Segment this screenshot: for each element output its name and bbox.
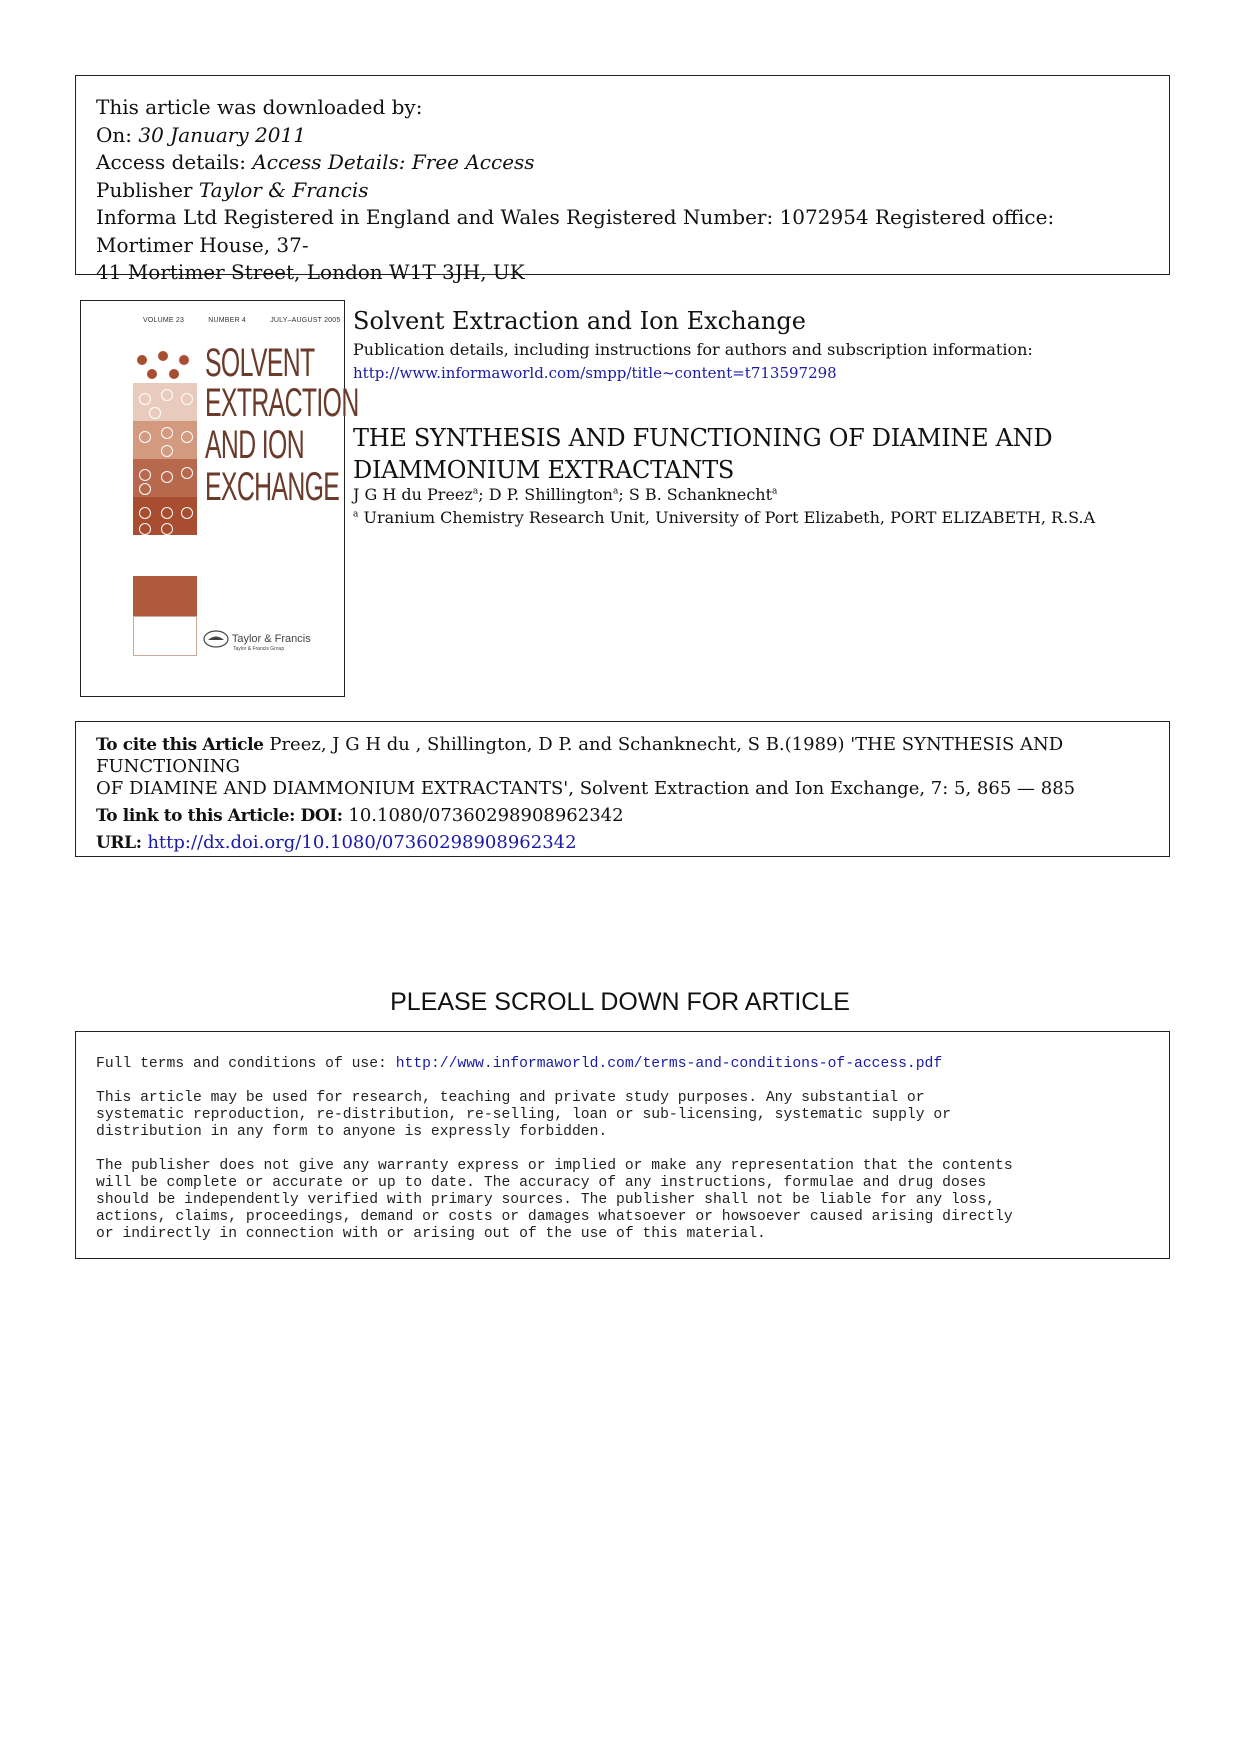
- cover-dot: [169, 369, 179, 379]
- terms-line: [96, 1056, 1149, 1073]
- terms-paragraph-2: [96, 1158, 1149, 1243]
- url-line: [96, 832, 1149, 854]
- journal-cover: [80, 300, 359, 697]
- download-date-line: [96, 122, 1149, 150]
- cover-word: EXCHANGE: [205, 465, 340, 509]
- cover-dot: [181, 507, 193, 519]
- cover-dot: [161, 507, 173, 519]
- terms-p2-line: should be independently verified with primary sources. The publisher shall not be liable for any loss,: [96, 1192, 996, 1208]
- cover-white-block: [133, 616, 197, 656]
- cover-dot: [149, 407, 161, 419]
- cover-issue: JULY–AUGUST 2005: [270, 317, 341, 324]
- registration-line-2: 41 Mortimer Street, London W1T 3JH, UK: [96, 260, 525, 284]
- terms-label: Full terms and conditions of use:: [96, 1056, 396, 1072]
- cite-text-1: Preez, J G H du , Shillington, D P. and Schanknecht, S B.(1989) 'THE SYNTHESIS AND FUNCTIONING: [96, 734, 1064, 777]
- logo-subtext: Taylor & Francis Group: [233, 646, 285, 652]
- cover-word: AND ION: [205, 423, 305, 467]
- downloaded-by-line: This article was downloaded by:: [96, 95, 423, 119]
- cover-dot: [181, 467, 193, 479]
- author-separator: ;: [618, 485, 629, 504]
- authors: [353, 485, 777, 504]
- cover-dot: [161, 471, 173, 483]
- journal-title: Solvent Extraction and Ion Exchange: [353, 307, 806, 335]
- cover-dot: [139, 507, 151, 519]
- cover-dot: [179, 355, 189, 365]
- terms-link[interactable]: http://www.informaworld.com/terms-and-conditions-of-access.pdf: [395, 1056, 943, 1072]
- cover-issue-info: [143, 317, 340, 324]
- cover-dot: [161, 389, 173, 401]
- registration-line-1: Informa Ltd Registered in England and Wales Registered Number: 1072954 Registered office: Mortimer House, 37-: [96, 205, 1055, 257]
- access-details-line: [96, 149, 1149, 177]
- author-separator: ;: [478, 485, 489, 504]
- publisher-line: [96, 177, 1149, 205]
- terms-p2-line: or indirectly in connection with or arising out of the use of this material.: [96, 1226, 766, 1242]
- terms-paragraph-1: [96, 1090, 1149, 1141]
- terms-p2-line: will be complete or accurate or up to date. The accuracy of any instructions, formulae and drug doses: [96, 1175, 987, 1191]
- affiliation: [353, 508, 1095, 527]
- article-title: [353, 422, 1113, 486]
- author-2-affiliation-mark: a: [612, 486, 619, 497]
- access-details-value: Access Details: Free Access: [252, 150, 535, 174]
- terms-p1-line: systematic reproduction, re-distribution, re-selling, loan or sub-licensing, systematic supply or: [96, 1107, 951, 1123]
- cover-dot: [161, 427, 173, 439]
- doi-label: To link to this Article: DOI:: [96, 806, 343, 826]
- journal-link[interactable]: http://www.informaworld.com/smpp/title~content=t713597298: [353, 364, 837, 382]
- publisher-label: Publisher: [96, 177, 199, 202]
- author-3: S B. Schanknecht: [628, 485, 773, 504]
- publisher-value: Taylor & Francis: [198, 177, 369, 202]
- author-1-affiliation-mark: a: [472, 486, 479, 497]
- doi-value: 10.1080/07360298908962342: [342, 805, 624, 826]
- taylor-francis-logo: [203, 629, 311, 652]
- cover-word: SOLVENT: [205, 341, 315, 385]
- logo-text: Taylor & Francis: [231, 632, 311, 645]
- cover-dot: [161, 523, 173, 535]
- cover-dot: [139, 469, 151, 481]
- scroll-down-notice: PLEASE SCROLL DOWN FOR ARTICLE: [390, 988, 850, 1016]
- cover-dot: [158, 351, 168, 361]
- publication-details: Publication details, including instructions for authors and subscription information:: [353, 340, 1033, 359]
- author-2: D P. Shillington: [488, 485, 613, 504]
- cover-number: NUMBER 4: [208, 317, 247, 324]
- cover-dot: [139, 431, 151, 443]
- affiliation-mark: a: [353, 509, 359, 520]
- taylor-francis-lamp-icon: [203, 629, 229, 649]
- terms-p2-line: actions, claims, proceedings, demand or costs or damages whatsoever or howsoever caused arising directly: [96, 1209, 1013, 1225]
- download-date: 30 January 2011: [138, 122, 306, 147]
- download-date-label: On:: [96, 122, 139, 147]
- terms-p2-line: The publisher does not give any warranty express or implied or make any representation that the contents: [96, 1158, 1013, 1174]
- cover-dot: [139, 523, 151, 535]
- doi-url-link[interactable]: http://dx.doi.org/10.1080/07360298908962342: [147, 832, 577, 853]
- cite-line-2: OF DIAMINE AND DIAMMONIUM EXTRACTANTS', Solvent Extraction and Ion Exchange, 7: 5, 865 — 885: [96, 778, 1076, 799]
- terms-box: [75, 1031, 1170, 1259]
- cover-dot: [161, 445, 173, 457]
- cover-color-block: [133, 576, 197, 616]
- cover-word: EXTRACTION: [205, 381, 359, 425]
- terms-p1-line: This article may be used for research, teaching and private study purposes. Any substantial or: [96, 1090, 925, 1106]
- url-label: URL:: [96, 833, 142, 853]
- article-title-line-2: DIAMMONIUM EXTRACTANTS: [353, 456, 735, 484]
- author-1: J G H du Preez: [353, 485, 473, 504]
- doi-line: [96, 805, 1149, 827]
- author-3-affiliation-mark: a: [772, 486, 778, 497]
- cover-dot: [181, 393, 193, 405]
- cover-dot: [181, 431, 193, 443]
- cover-volume: VOLUME 23: [143, 317, 185, 324]
- access-details-label: Access details:: [96, 150, 253, 174]
- cover-dot: [139, 483, 151, 495]
- cover-dot: [137, 355, 147, 365]
- citation-box: [75, 721, 1170, 857]
- cite-line-1: [96, 734, 1149, 778]
- article-title-line-1: THE SYNTHESIS AND FUNCTIONING OF DIAMINE AND: [353, 424, 1053, 452]
- cover-dot: [139, 393, 151, 405]
- cover-dot: [147, 369, 157, 379]
- terms-p1-line: distribution in any form to anyone is expressly forbidden.: [96, 1124, 608, 1140]
- download-info-box: [75, 75, 1170, 284]
- cite-label: To cite this Article: [96, 735, 264, 755]
- affiliation-text: Uranium Chemistry Research Unit, University of Port Elizabeth, PORT ELIZABETH, R.S.A: [363, 508, 1096, 527]
